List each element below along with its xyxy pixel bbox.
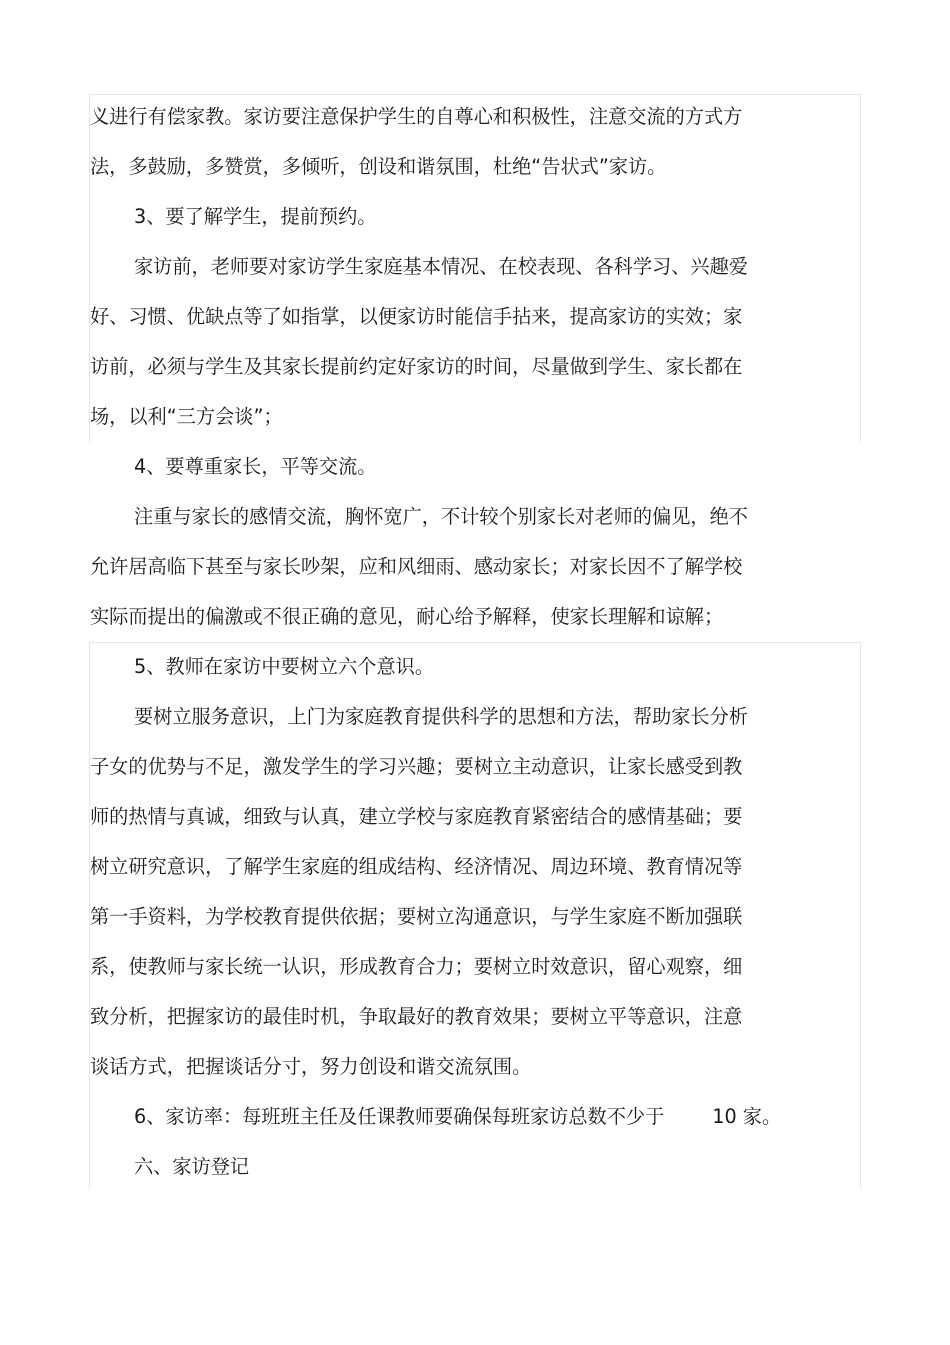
paragraph-line: 访前，必须与学生及其家长提前约定好家访的时间，尽量做到学生、家长都在 xyxy=(90,355,743,378)
section-heading-3: 3、要了解学生，提前预约。 xyxy=(134,205,377,228)
section-heading-5: 5、教师在家访中要树立六个意识。 xyxy=(134,655,435,678)
paragraph-line: 允许居高临下甚至与家长吵架，应和风细雨、感动家长；对家长因不了解学校 xyxy=(90,555,743,578)
paragraph-line: 注重与家长的感情交流，胸怀宽广，不计较个别家长对老师的偏见，绝不 xyxy=(134,505,748,528)
paragraph-line: 树立研究意识，了解学生家庭的组成结构、经济情况、周边环境、教育情况等 xyxy=(90,855,743,878)
paragraph-line: 场，以利“三方会谈”； xyxy=(90,405,283,428)
paragraph-line: 师的热情与真诚，细致与认真，建立学校与家庭教育紧密结合的感情基础；要 xyxy=(90,805,743,828)
paragraph-line: 义进行有偿家教。家访要注意保护学生的自尊心和积极性，注意交流的方式方 xyxy=(90,105,743,128)
section-heading-4: 4、要尊重家长，平等交流。 xyxy=(134,455,377,478)
paragraph-line: 致分析，把握家访的最佳时机，争取最好的教育效果；要树立平等意识，注意 xyxy=(90,1005,743,1028)
paragraph-line: 第一手资料，为学校教育提供依据；要树立沟通意识，与学生家庭不断加强联 xyxy=(90,905,743,928)
paragraph-line: 好、习惯、优缺点等了如指掌，以便家访时能信手拈来，提高家访的实效；家 xyxy=(90,305,743,328)
section-heading-six: 六、家访登记 xyxy=(134,1155,250,1178)
paragraph-line: 实际而提出的偏激或不很正确的意见，耐心给予解释，使家长理解和谅解； xyxy=(90,605,724,628)
paragraph-line: 法，多鼓励，多赞赏，多倾听，创设和谐氛围，杜绝“告状式”家访。 xyxy=(90,155,667,178)
document-body xyxy=(90,92,802,1192)
paragraph-line: 子女的优势与不足，激发学生的学习兴趣；要树立主动意识，让家长感受到教 xyxy=(90,755,743,778)
visit-rate-count: 10 家。 xyxy=(712,1105,782,1128)
visit-rate-line xyxy=(90,1092,802,1142)
paragraph-line: 家访前，老师要对家访学生家庭基本情况、在校表现、各科学习、兴趣爱 xyxy=(134,255,748,278)
visit-rate-text: 6、家访率：每班班主任及任课教师要确保每班家访总数不少于 xyxy=(134,1105,665,1128)
paragraph-line: 系，使教师与家长统一认识，形成教育合力；要树立时效意识，留心观察，细 xyxy=(90,955,743,978)
paragraph-line: 谈话方式，把握谈话分寸，努力创设和谐交流氛围。 xyxy=(90,1055,532,1078)
paragraph-line: 要树立服务意识，上门为家庭教育提供科学的思想和方法，帮助家长分析 xyxy=(134,705,748,728)
